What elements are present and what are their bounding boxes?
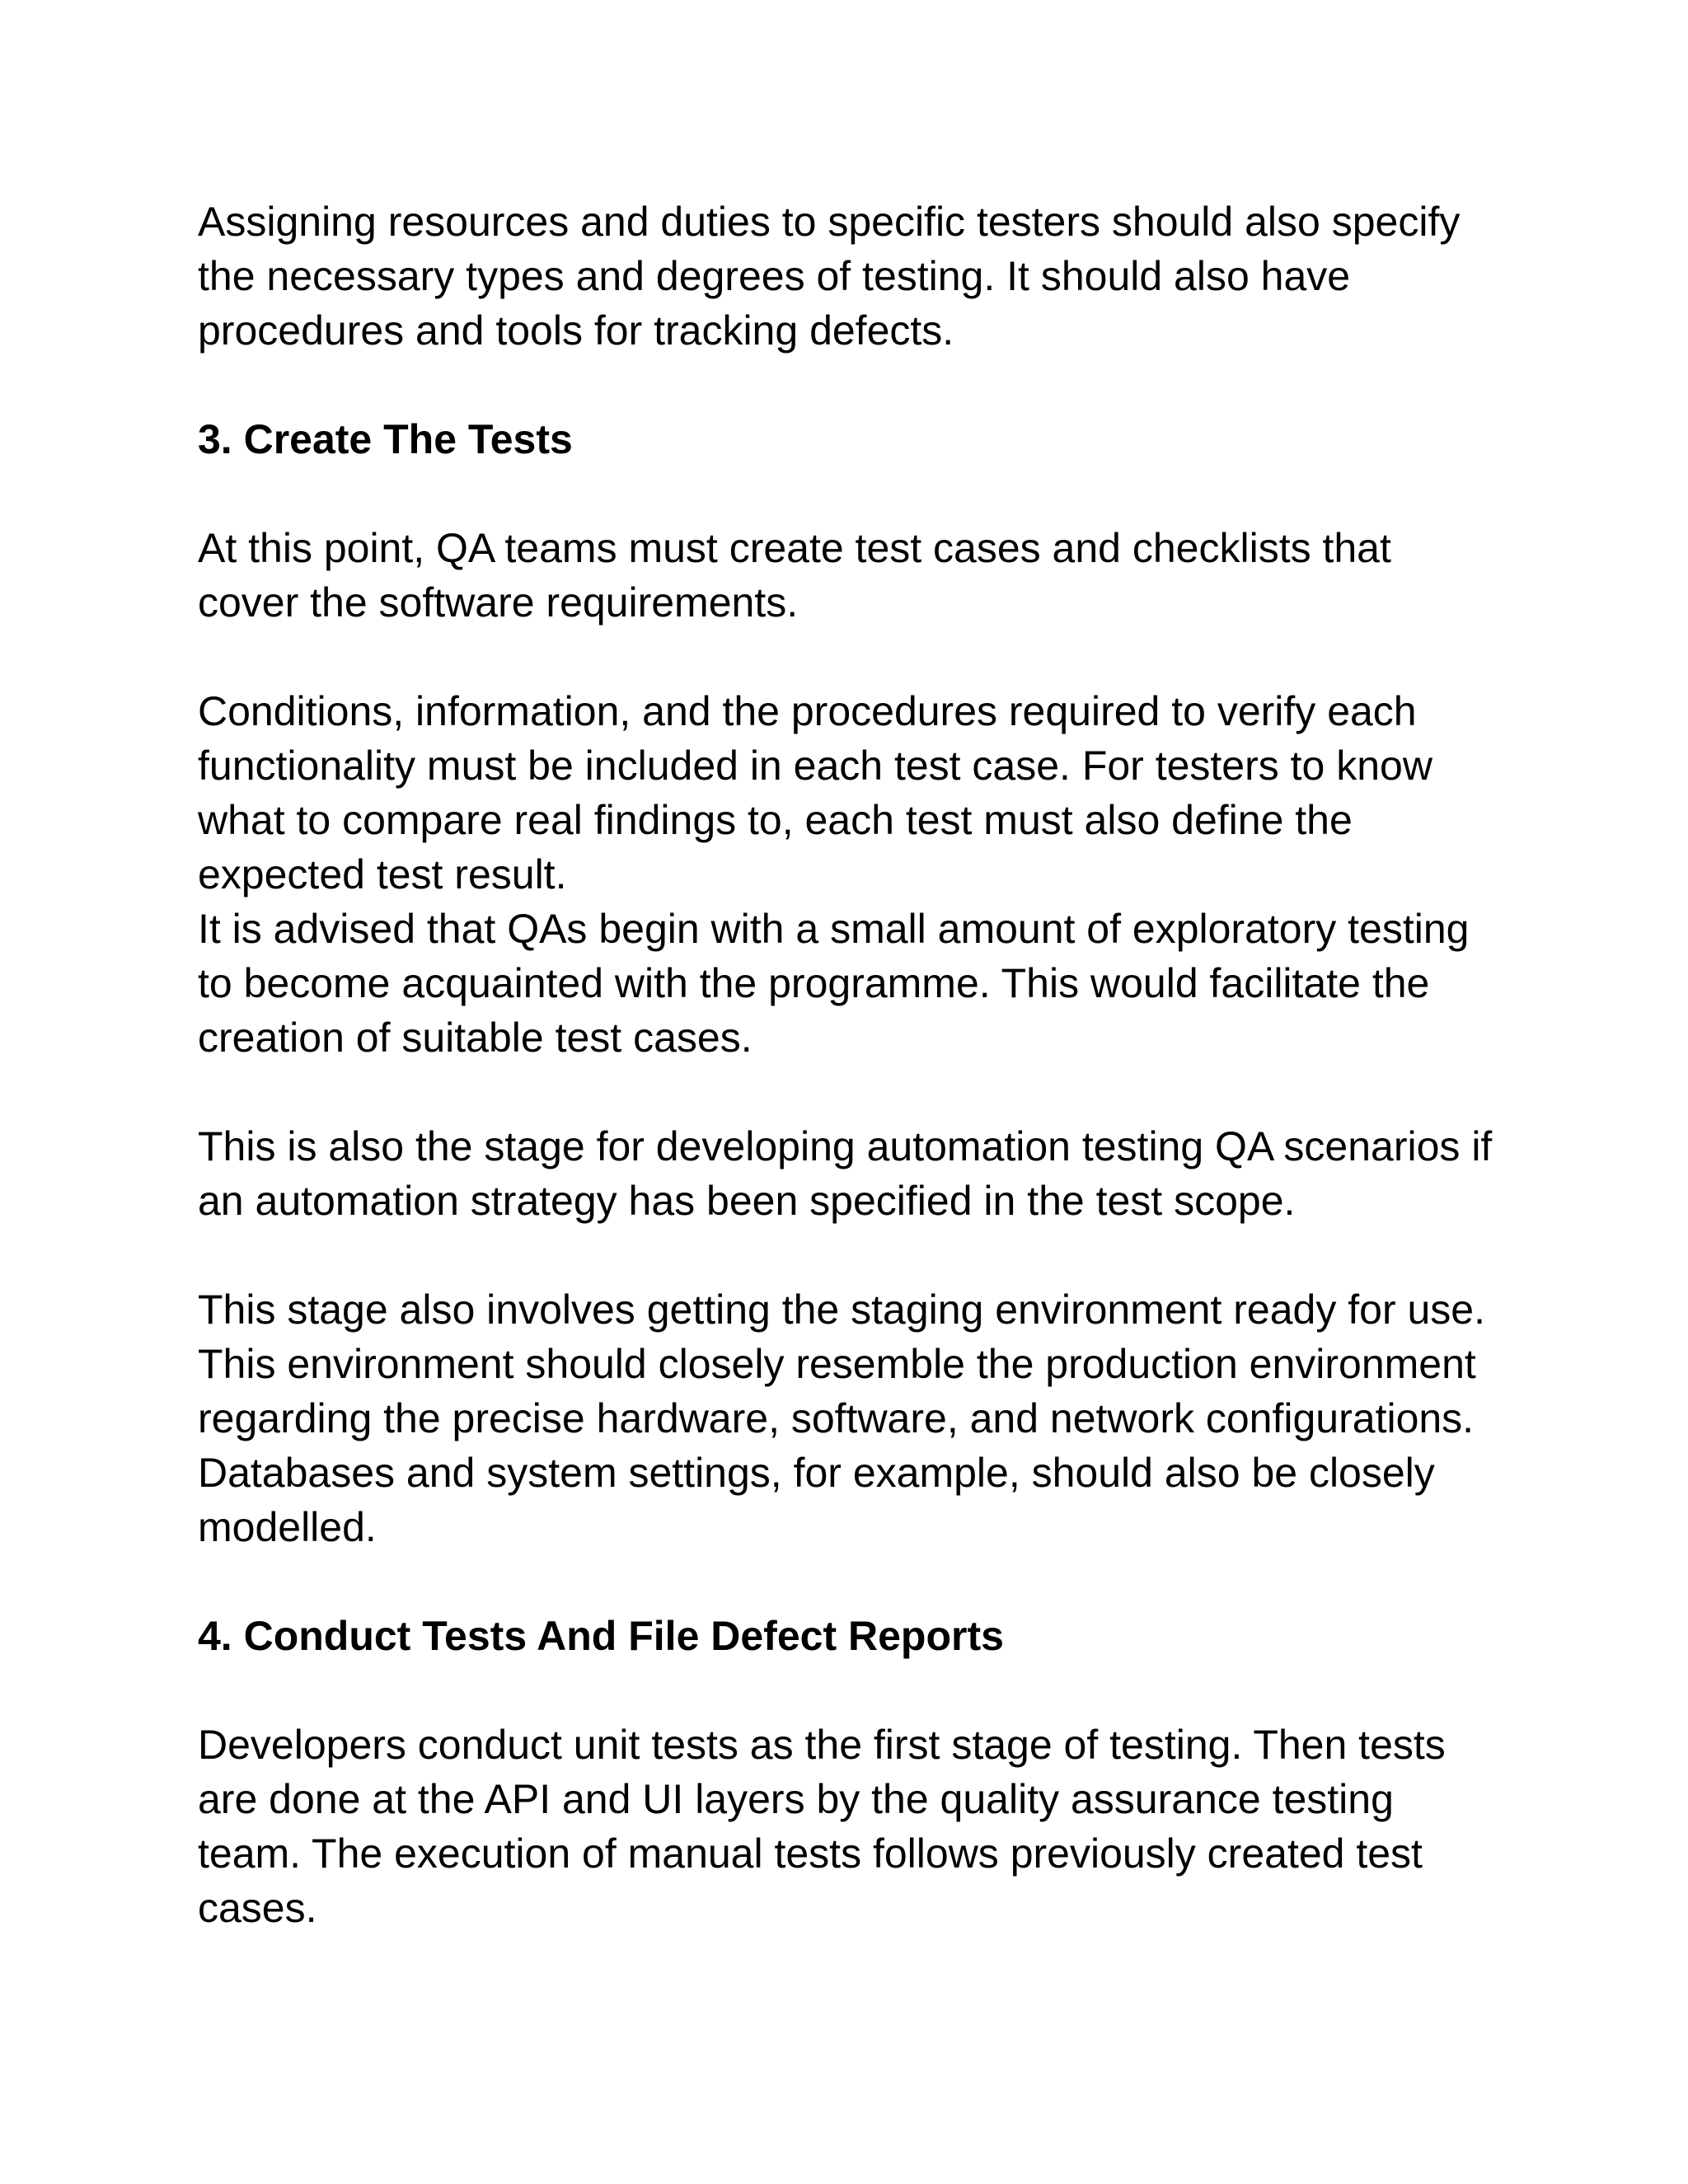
paragraph-resource-assignment: Assigning resources and duties to specific testers should also specify the necessary types and degrees of testing. It should also have procedures and tools for tracking defects. xyxy=(198,199,1461,354)
paragraph-test-cases-checklists: At this point, QA teams must create test cases and checklists that cover the software requirements. xyxy=(198,525,1391,626)
paragraph-staging-environment: This stage also involves getting the staging environment ready for use. This environment should closely resemble the production environment regarding the precise hardware, software, and network configurations. Databases and system settings, for example, should also be closely modelled. xyxy=(198,1286,1485,1550)
paragraph-unit-tests: Developers conduct unit tests as the first stage of testing. Then tests are done at the API and UI layers by the quality assurance testing team. The execution of manual tests follows previously created test cases. xyxy=(198,1722,1446,1931)
paragraph-automation-scenarios: This is also the stage for developing automation testing QA scenarios if an automation strategy has been specified in the test scope. xyxy=(198,1123,1493,1224)
document-body xyxy=(198,194,1500,1935)
section-heading-conduct-tests: 4. Conduct Tests And File Defect Reports xyxy=(198,1613,1004,1659)
section-heading-create-tests: 3. Create The Tests xyxy=(198,416,573,462)
paragraph-test-case-conditions: Conditions, information, and the procedures required to verify each functionality must be included in each test case. For testers to know what to compare real findings to, each test must also define the expected test result. xyxy=(198,688,1432,898)
paragraph-exploratory-testing: It is advised that QAs begin with a small amount of exploratory testing to become acquainted with the programme. This would facilitate the creation of suitable test cases. xyxy=(198,906,1470,1061)
